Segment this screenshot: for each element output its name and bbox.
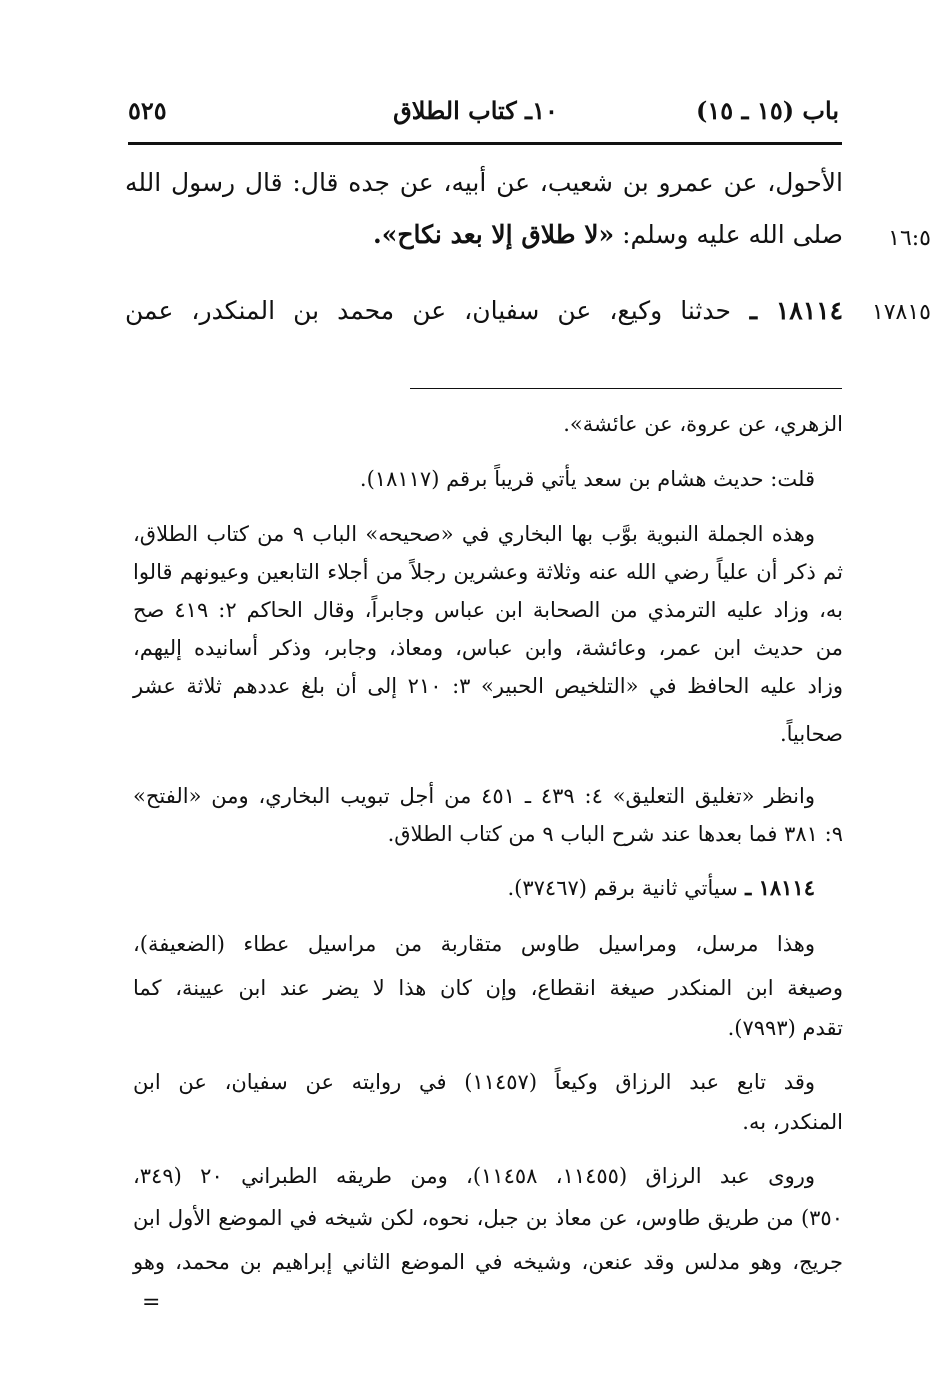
- footnote-line: وانظر «تغليق التعليق» ٤: ٤٣٩ ـ ٤٥١ من أجل تبويب البخاري، ومن «الفتح»: [133, 784, 815, 808]
- main-line-2: [125, 220, 843, 249]
- footnote-line: صحابياً.: [779, 722, 843, 746]
- footnote-line: ثم ذكر أن علياً رضي الله عنه وثلاثة وعشرين رجلاً من أجلاء التابعين وعيونهم قالوا: [133, 560, 843, 584]
- footnote-separator: [410, 388, 842, 389]
- footnote-line: وروى عبد الرزاق (١١٤٥٥، ١١٤٥٨)، ومن طريقه الطبراني ٢٠ (٣٤٩،: [133, 1164, 816, 1188]
- footnote-line: وقد تابع عبد الرزاق وكيعاً (١١٤٥٧) في روايته عن سفيان، عن ابن: [133, 1070, 815, 1094]
- footnote-line: من حديث ابن عمر، وعائشة، وابن عباس، ومعاذ، وجابر، وذكر أسانيده إليهم،: [133, 636, 843, 660]
- hadith-chain: حدثنا وكيع، عن سفيان، عن محمد بن المنكدر، عمن: [125, 296, 731, 325]
- page-number: ٥٢٥: [128, 96, 167, 125]
- footnote-line: المنكدر، به.: [742, 1110, 843, 1134]
- hadith-number: ١٨١١٤ ـ: [730, 296, 843, 325]
- chapter-range: باب (١٥ ـ ١٥): [696, 96, 839, 125]
- footnote-line: ١٨١١٤ ـ سيأتي ثانية برقم (٣٧٤٦٧).: [507, 875, 815, 900]
- main-line-1: الأحول، عن عمرو بن شعيب، عن أبيه، عن جده قال: قال رسول الله: [125, 168, 843, 197]
- footnote-line: وهذه الجملة النبوية بوَّب بها البخاري في «صحيحه» الباب ٩ من كتاب الطلاق،: [133, 522, 815, 546]
- footnote-hadith-number: ١٨١١٤ ـ: [737, 875, 815, 900]
- footnote-line: وصيغة ابن المنكدر صيغة انقطاع، وإن كان هذا لا يضر عند ابن عيينة، كما: [133, 976, 844, 1000]
- footnote-line: قلت: حديث هشام بن سعد يأتي قريباً برقم (١٨١١٧).: [359, 467, 815, 491]
- hadith-quote: «لا طلاق إلا بعد نكاح».: [373, 220, 615, 249]
- book-title: ١٠ـ كتاب الطلاق: [393, 96, 558, 125]
- header-rule: [128, 142, 842, 145]
- margin-reference-2: ١٧٨١٥: [871, 300, 931, 325]
- footnote-line: به، وزاد عليه الترمذي من الصحابة ابن عباس وجابراً، وقال الحاكم ٢: ٤١٩ صح: [133, 598, 843, 622]
- footnote-line: وهذا مرسل، ومراسيل طاوس متقاربة من مراسيل عطاء (الضعيفة)،: [133, 932, 815, 956]
- footnote-line: ٣٥٠) من طريق طاوس، عن معاذ بن جبل، نحوه، لكن شيخه في الموضع الأول ابن: [133, 1206, 843, 1230]
- main-line-2-text: صلى الله عليه وسلم:: [614, 220, 843, 249]
- footnote-line: تقدم (٧٩٩٣).: [727, 1016, 843, 1040]
- footnote-line: ٩: ٣٨١ فما بعدها عند شرح الباب ٩ من كتاب الطلاق.: [387, 822, 843, 846]
- margin-reference-1: ١٦:٥: [888, 226, 931, 251]
- continuation-mark: =: [142, 1290, 161, 1315]
- main-line-3: [125, 296, 843, 325]
- footnote-line: جريج، وهو مدلس وقد عنعن، وشيخه في الموضع الثاني إبراهيم بن محمد، وهو: [133, 1250, 843, 1274]
- footnote-line: الزهري، عن عروة، عن عائشة».: [563, 412, 843, 436]
- footnote-line: وزاد عليه الحافظ في «التلخيص الحبير» ٣: ٢١٠ إلى أن بلغ عددهم ثلاثة عشر: [133, 674, 843, 698]
